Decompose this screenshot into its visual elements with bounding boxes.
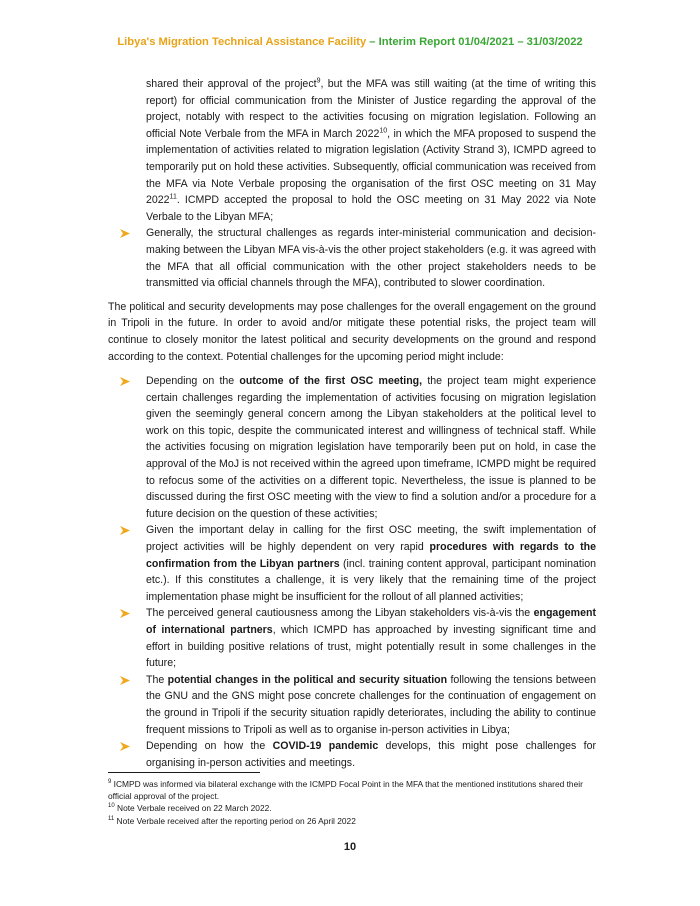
continuation-part-3: , in which the MFA proposed to suspend the implementation of activities related to migration legislation (Activity Strand 3), ICMPD agreed to temporarily put on hold these activities. Subsequently, official communication was received from the MFA via Note Verbale proposing the organisation of the first OSC meeting on 31 May 2022: [146, 127, 596, 207]
continuation-part-1: shared their approval of the project: [146, 78, 317, 90]
footnote-divider: [108, 772, 260, 773]
bullet-2-bold: procedures with regards to the confirmation from the Libyan partners: [146, 541, 597, 570]
bullet-item-delay: [146, 522, 596, 605]
footnote-11: [108, 815, 596, 827]
footnote-number: 9: [108, 779, 112, 786]
header-facility-name: Libya's Migration Technical Assistance Facility: [117, 36, 367, 48]
footnote-9: [108, 778, 596, 802]
continuation-text: [108, 76, 596, 225]
bullet-item-political-changes: [146, 672, 596, 738]
bullet-item-structural: [146, 225, 596, 291]
bullet-1-bold: outcome of the first OSC meeting,: [239, 375, 423, 388]
bullet-3-pre: The perceived general cautiousness among the Libyan stakeholders vis-à-vis the: [146, 607, 534, 620]
continuation-part-4: . ICMPD accepted the proposal to hold the OSC meeting on 31 May 2022 via Note Verbale to the Libyan MFA;: [146, 194, 596, 223]
bullet-structural-text: Generally, the structural challenges as regards inter-ministerial communication and decision-making between the Libyan MFA vis-à-vis the other project stakeholders (e.g. it was agreed with the MFA that all official communication with the other project stakeholders needs to be transmitted via official channels through the MFA), contributed to slower coordination.: [146, 227, 596, 290]
page-header: [0, 36, 700, 48]
arrow-bullet-icon: [120, 229, 130, 238]
header-report-title: Interim Report 01/04/2021 – 31/03/2022: [378, 36, 583, 48]
bullet-item-cautiousness: [146, 605, 596, 671]
footnote-10: [108, 802, 596, 814]
bullet-2-pre: Given the important delay in calling for the first OSC meeting, the swift implementation of project activities will be highly dependent on very rapid: [146, 524, 596, 554]
bullet-4-pre: The: [146, 673, 168, 686]
bullet-4-post: following the tensions between the GNU and the GNS might pose concrete challenges for the continuation of engagement on the ground in Tripoli if the security situation rapidly deteriorates, including the ability to continue frequent missions to Tripoli as well as to organise in-person activities in Libya;: [146, 673, 596, 736]
arrow-bullet-icon: [120, 377, 130, 386]
bullet-1-pre: Depending on the: [146, 375, 240, 388]
arrow-bullet-icon: [120, 609, 130, 618]
bullet-5-post: develops, this might pose challenges for organising in-person activities and meetings.: [146, 740, 596, 769]
bullet-item-covid: [146, 738, 596, 771]
continuation-part-2: , but the MFA was still waiting (at the time of writing this report) for official communication from the Minister of Justice regarding the approval of the project, notably with respect to the activities focusing on migration legislation. Following an official Note Verbale from the MFA in March 2022: [146, 78, 597, 140]
footnote-ref-9: 9: [316, 77, 321, 85]
footnotes: [108, 778, 596, 827]
bullet-item-osc-outcome: [146, 373, 596, 522]
bullet-5-bold: COVID-19 pandemic: [272, 740, 379, 753]
footnote-text: Note Verbale received on 22 March 2022.: [114, 803, 272, 814]
bullet-4-bold: potential changes in the political and security situation: [167, 673, 448, 686]
challenges-paragraph: The political and security developments may pose challenges for the overall engagement on the ground in Tripoli in the future. In order to avoid and/or mitigate these potential risks, the project team will continue to closely monitor the latest political and security developments on the ground and respond according to the context. Potential challenges for the upcoming period might include:: [108, 300, 596, 363]
footnote-number: 11: [108, 815, 115, 822]
page-body: [108, 76, 596, 771]
bullet-3-bold: engagement of international partners: [146, 607, 596, 636]
footnote-ref-10: 10: [379, 127, 388, 135]
bullet-3-post: , which ICMPD has approached by investing significant time and effort in building positive relations of trust, might potentially result in some challenges in the future;: [146, 624, 597, 670]
footnote-ref-11: 11: [169, 193, 177, 201]
bullet-2-post: (incl. training content approval, participant nomination etc.). If this constitutes a challenge, it is very likely that the remaining time of the project implementation phase might be insufficient for the rollout of all planned activities;: [146, 557, 596, 603]
arrow-bullet-icon: [120, 742, 130, 751]
footnote-number: 10: [108, 803, 115, 810]
arrow-bullet-icon: [120, 676, 130, 685]
footnote-text: Note Verbale received after the reporting period on 26 April 2022: [114, 815, 356, 826]
bullet-5-pre: Depending on how the: [146, 740, 273, 753]
page-number: 10: [343, 841, 357, 853]
header-separator: –: [366, 36, 379, 48]
bullet-1-post: the project team might experience certain challenges regarding the implementation of activities focusing on migration legislation given the seemingly general concern among the Libyan stakeholders at the political level to work on this topic, despite the communicated interest and willingness of technical staff. While the activities focusing on migration legislation have temporarily been put on hold, in case the approval of the MoJ is not received within the agreed upon timeframe, ICMPD might be required to refocus some of the activities on a different topic. Nevertheless, the issue is planned to be discussed during the first OSC meeting with the view to find a solution and/or a procedure for a future decision on the question of these activities;: [146, 375, 596, 520]
footnote-text: ICMPD was informed via bilateral exchange with the ICMPD Focal Point in the MFA that the mentioned institutions shared their official approval of the project.: [108, 779, 583, 802]
arrow-bullet-icon: [120, 526, 130, 535]
bullet-list-challenges: [108, 373, 596, 771]
bullet-list-previous: [108, 225, 596, 291]
